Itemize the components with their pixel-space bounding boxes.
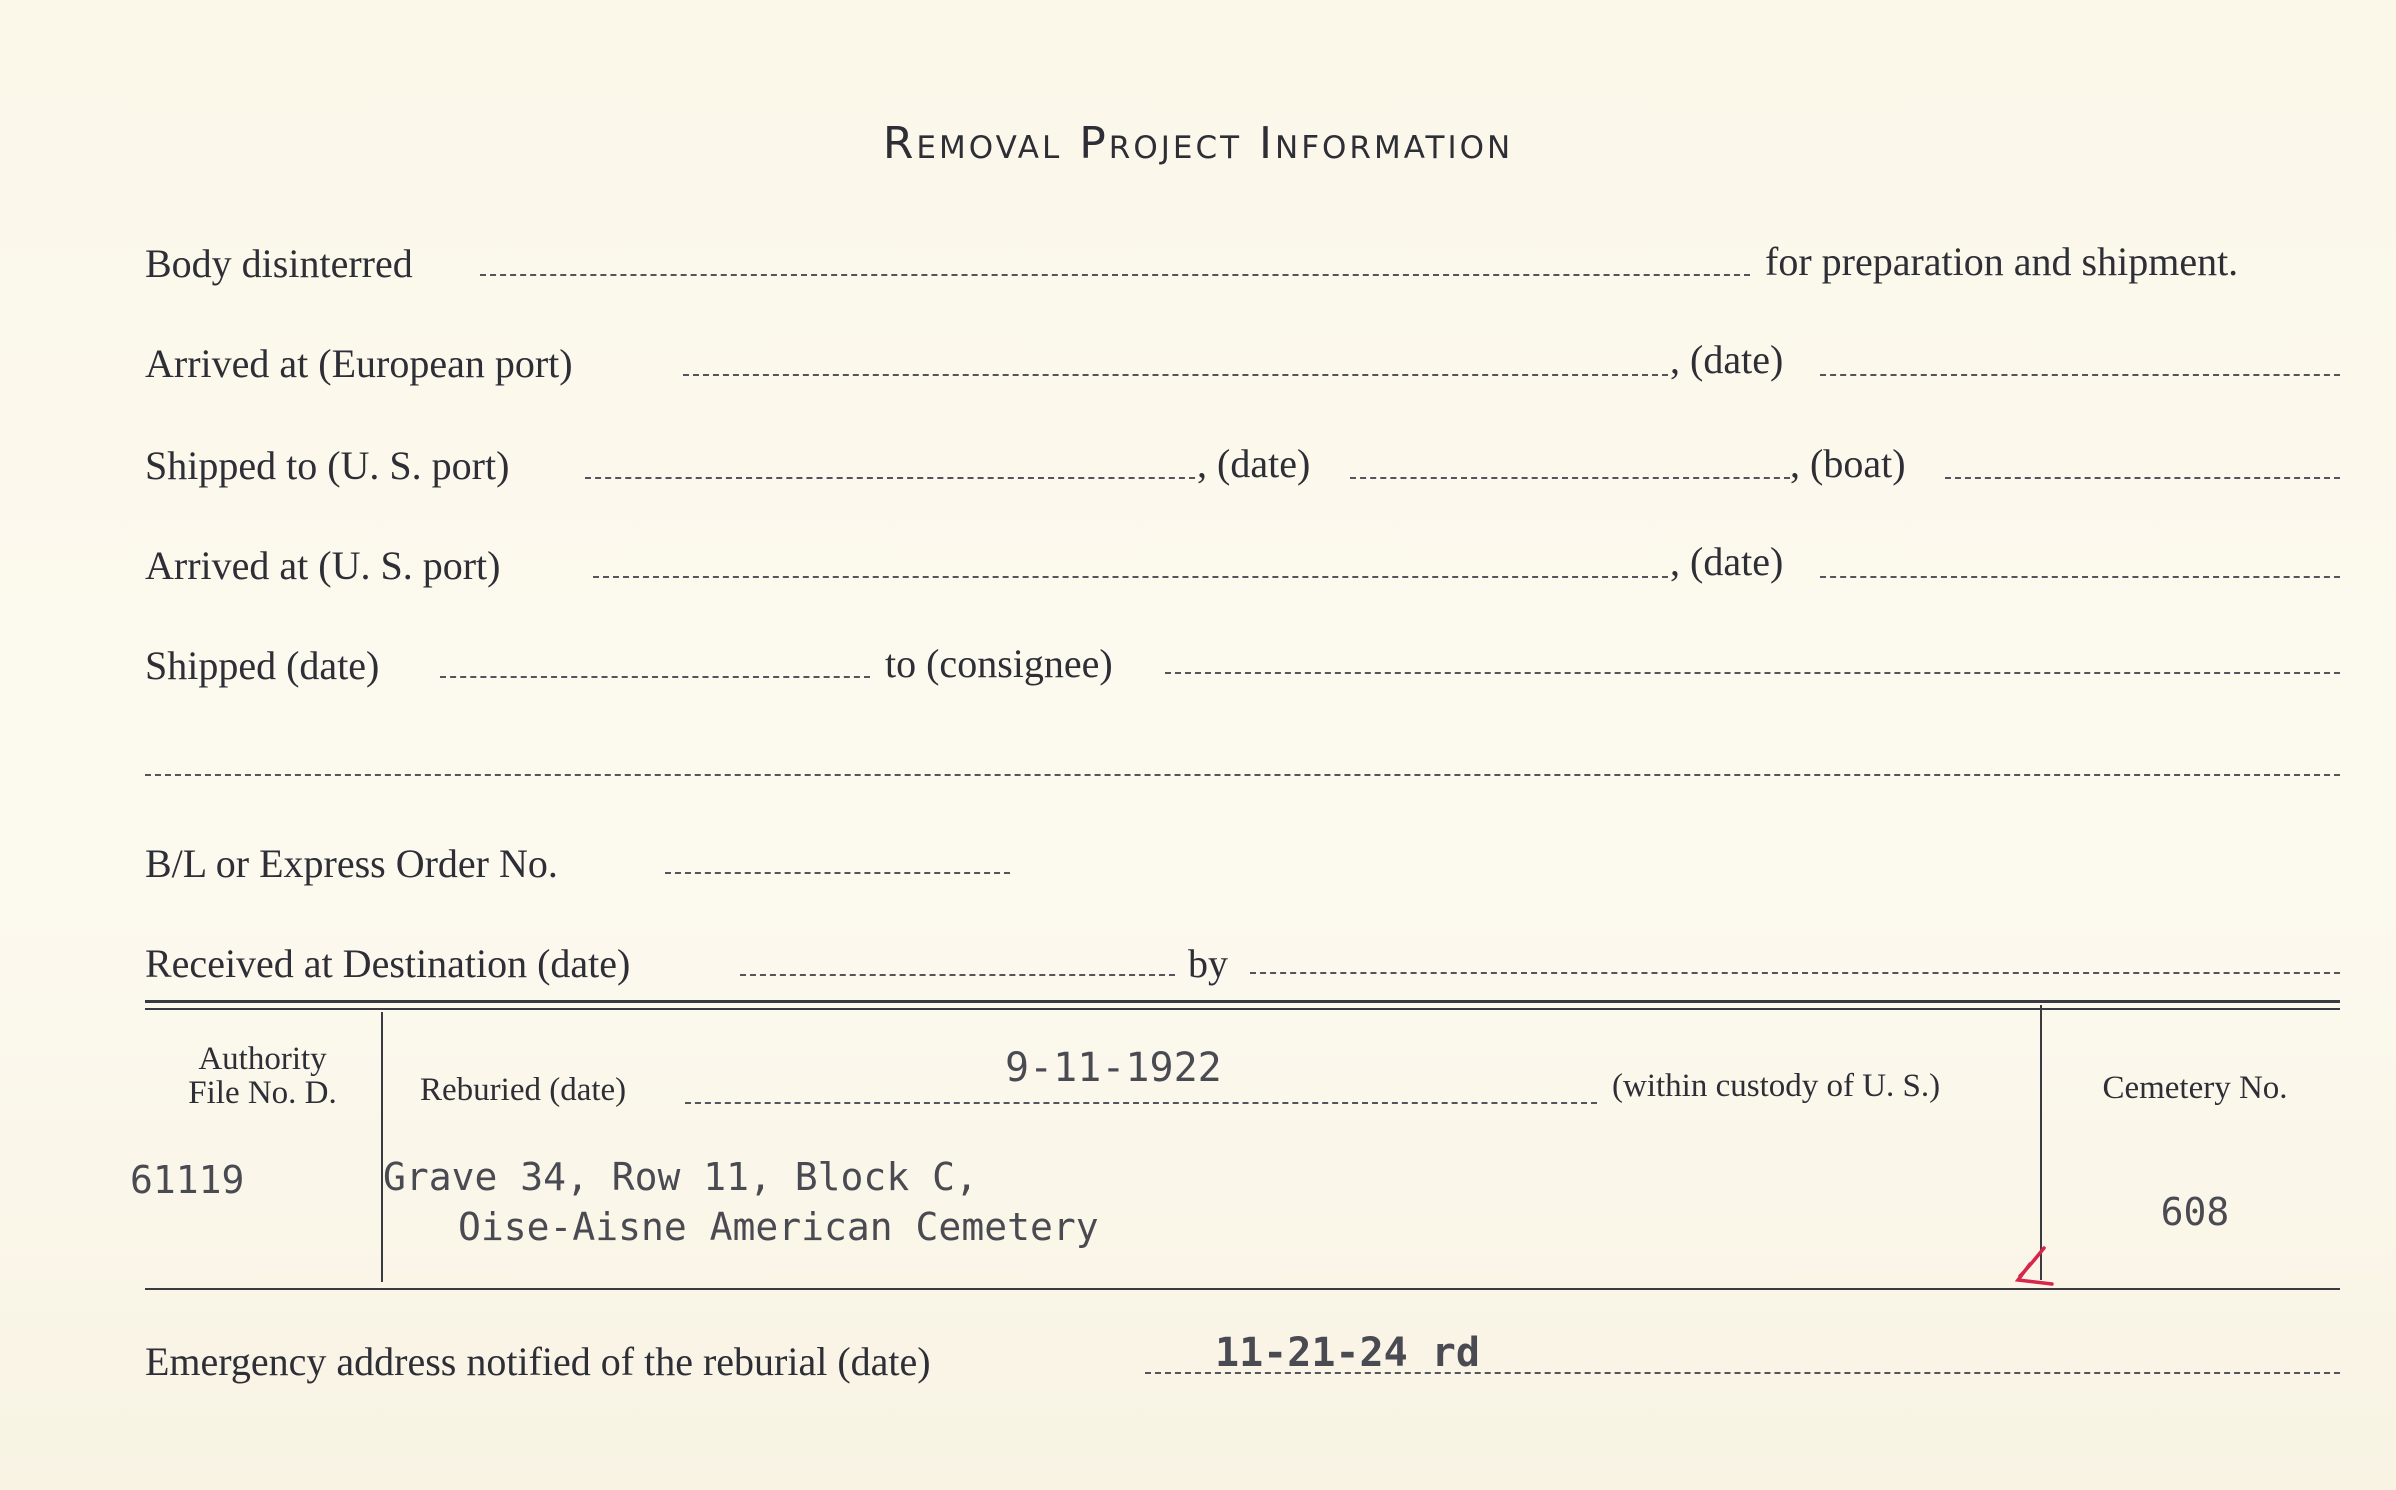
grave-line2: Oise-Aisne American Cemetery — [458, 1205, 1099, 1249]
authority-line1: Authority — [198, 1041, 327, 1077]
shipped-date-label: Shipped (date) — [145, 643, 380, 688]
arrived-us-label: Arrived at (U. S. port) — [145, 543, 501, 588]
reburied-label: Reburied (date) — [420, 1072, 627, 1108]
arrived-us-date-label: , (date) — [1670, 539, 1784, 584]
consignee-line — [1165, 672, 2340, 674]
received-dest-line — [740, 974, 1175, 976]
bl-order-label: B/L or Express Order No. — [145, 841, 558, 886]
emergency-label: Emergency address notified of the reburial (date) — [145, 1339, 931, 1384]
authority-header — [150, 1042, 375, 1110]
arrived-european-date-label: , (date) — [1670, 337, 1784, 382]
shipped-to-us-label: Shipped to (U. S. port) — [145, 443, 510, 488]
boat-line — [1945, 477, 2340, 479]
to-consignee-label: to (consignee) — [885, 641, 1113, 686]
date-label-2: (date) — [1690, 539, 1784, 584]
consignee-continuation-line — [145, 774, 2340, 776]
table-divider-left — [381, 1012, 383, 1282]
bl-order-line — [665, 872, 1010, 874]
by-label: by — [1188, 941, 1228, 986]
cemetery-no-label: Cemetery No. — [2102, 1070, 2288, 1106]
shipped-date-line — [440, 676, 870, 678]
shipped-to-us-date-label: , (date) — [1197, 441, 1311, 486]
authority-value: 61119 — [130, 1158, 245, 1202]
body-disinterred-label: Body disinterred — [145, 241, 413, 286]
shipped-to-us-date-line — [1350, 477, 1790, 479]
grave-line1: Grave 34, Row 11, Block C, — [383, 1155, 978, 1199]
boat-label: , (boat) — [1790, 441, 1906, 486]
table-divider-right — [2040, 1005, 2042, 1280]
arrived-european-date-line — [1820, 374, 2340, 376]
received-dest-label: Received at Destination (date) — [145, 941, 631, 986]
card-title: Removal Project Information — [882, 118, 1514, 169]
for-preparation-label: for preparation and shipment. — [1765, 239, 2239, 284]
reburied-line — [685, 1102, 1597, 1104]
reburied-value: 9-11-1922 — [1005, 1045, 1222, 1091]
emergency-value: 11-21-24 rd — [1215, 1330, 1480, 1376]
within-custody-label: (within custody of U. S.) — [1612, 1068, 1941, 1104]
arrived-european-line — [683, 374, 1668, 376]
date-label: (date) — [1690, 337, 1784, 382]
arrived-european-label: Arrived at (European port) — [145, 341, 573, 386]
arrived-us-date-line — [1820, 576, 2340, 578]
body-disinterred-line — [480, 274, 1750, 276]
authority-line2: File No. D. — [188, 1075, 337, 1111]
table-top-rule — [145, 1000, 2340, 1003]
red-check-icon — [2010, 1240, 2060, 1290]
cemetery-no-value: 608 — [2160, 1190, 2230, 1234]
shipped-to-us-line — [585, 477, 1195, 479]
arrived-us-line — [593, 576, 1668, 578]
by-line — [1250, 972, 2340, 974]
table-top-rule-inner — [145, 1008, 2340, 1010]
